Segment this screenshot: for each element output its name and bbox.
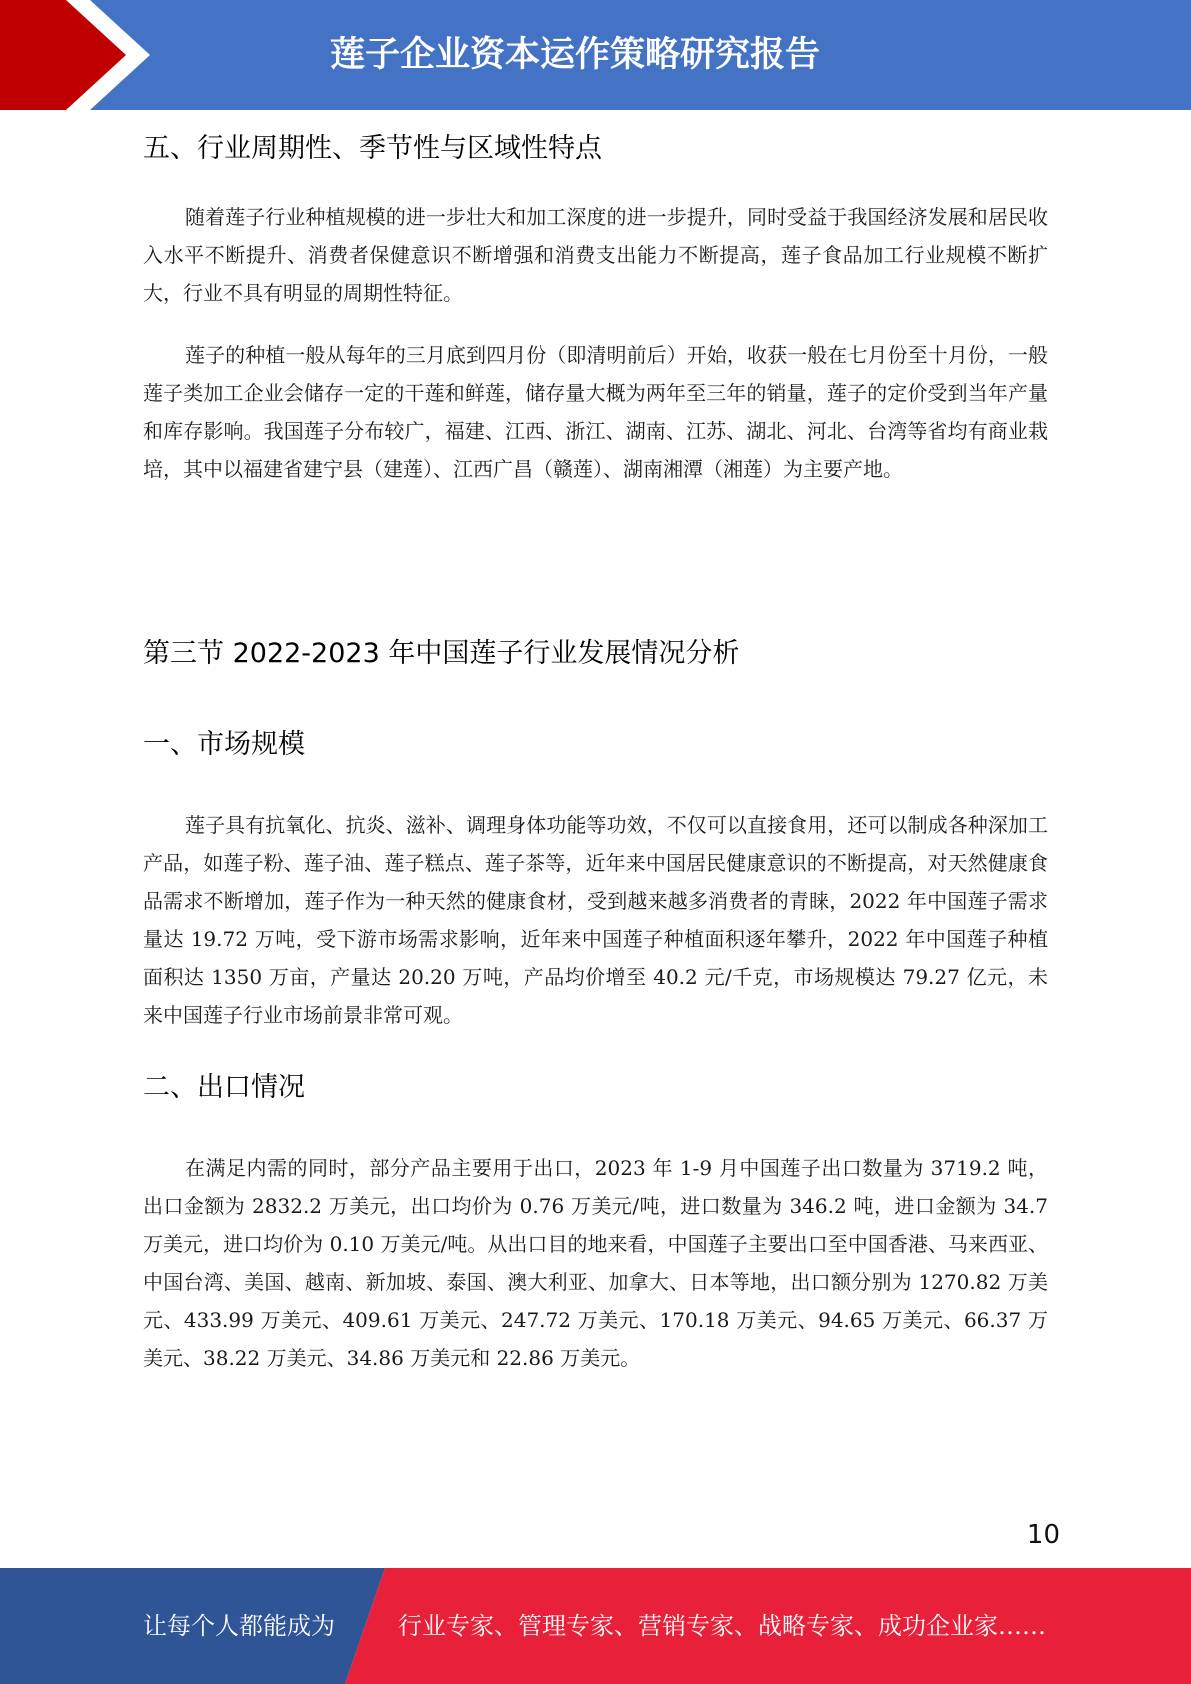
- paragraph-export: 在满足内需的同时，部分产品主要用于出口，2023 年 1-9 月中国莲子出口数量为 3719.2 吨，出口金额为 2832.2 万美元，出口均价为 0.76 万美元/吨，进口数量为 346.2 吨，进口金额为 34.7 万美元，进口均价为 0.10 万美元/吨。从出口目的地来看，中国莲子主要出口至中国香港、马来西亚、中国台湾、美国、越南、新加坡、泰国、澳大利亚、加拿大、日本等地，出口额分别为 1270.82 万美元、433.99 万美元、409.61 万美元、247.72 万美元、170.18 万美元、94.65 万美元、66.37 万美元、38.22 万美元、34.86 万美元和 22.86 万美元。: [143, 1156, 1048, 1370]
- footer-slogan-right: 行业专家、管理专家、营销专家、战略专家、成功企业家……: [398, 1612, 1046, 1640]
- section-heading-market-size: 一、市场规模: [143, 729, 305, 760]
- paragraph-market-size: 莲子具有抗氧化、抗炎、滋补、调理身体功能等功效，不仅可以直接食用，还可以制成各种深加工产品，如莲子粉、莲子油、莲子糕点、莲子茶等，近年来中国居民健康意识的不断提高，对天然健康食品需求不断增加，莲子作为一种天然的健康食材，受到越来越多消费者的青睐，2022 年中国莲子需求量达 19.72 万吨，受下游市场需求影响，近年来中国莲子种植面积逐年攀升，2022 年中国莲子种植面积达 1350 万亩，产量达 20.20 万吨，产品均价增至 40.2 元/千克，市场规模达 79.27 亿元，未来中国莲子行业市场前景非常可观。: [143, 813, 1048, 1027]
- paragraph-cyclicality: 随着莲子行业种植规模的进一步壮大和加工深度的进一步提升，同时受益于我国经济发展和居民收入水平不断提升、消费者保健意识不断增强和消费支出能力不断提高，莲子食品加工行业规模不断扩大，行业不具有明显的周期性特征。: [143, 205, 1048, 305]
- page-footer: [0, 1568, 1191, 1684]
- report-title: 莲子企业资本运作策略研究报告: [330, 35, 821, 75]
- section-heading-cyclicality: 五、行业周期性、季节性与区域性特点: [143, 133, 602, 164]
- chapter-heading: 第三节 2022-2023 年中国莲子行业发展情况分析: [143, 638, 740, 669]
- page-header: [0, 0, 1191, 110]
- footer-slogan-left: 让每个人都能成为: [143, 1612, 335, 1640]
- paragraph-seasonality-region: 莲子的种植一般从每年的三月底到四月份（即清明前后）开始，收获一般在七月份至十月份，一般莲子类加工企业会储存一定的干莲和鲜莲，储存量大概为两年至三年的销量，莲子的定价受到当年产量和库存影响。我国莲子分布较广，福建、江西、浙江、湖南、江苏、湖北、河北、台湾等省均有商业栽培，其中以福建省建宁县（建莲）、江西广昌（赣莲）、湖南湘潭（湘莲）为主要产地。: [143, 343, 1048, 481]
- section-heading-export: 二、出口情况: [143, 1072, 305, 1103]
- header-arrow-decoration: [0, 0, 160, 110]
- page-number: 10: [1026, 1520, 1060, 1550]
